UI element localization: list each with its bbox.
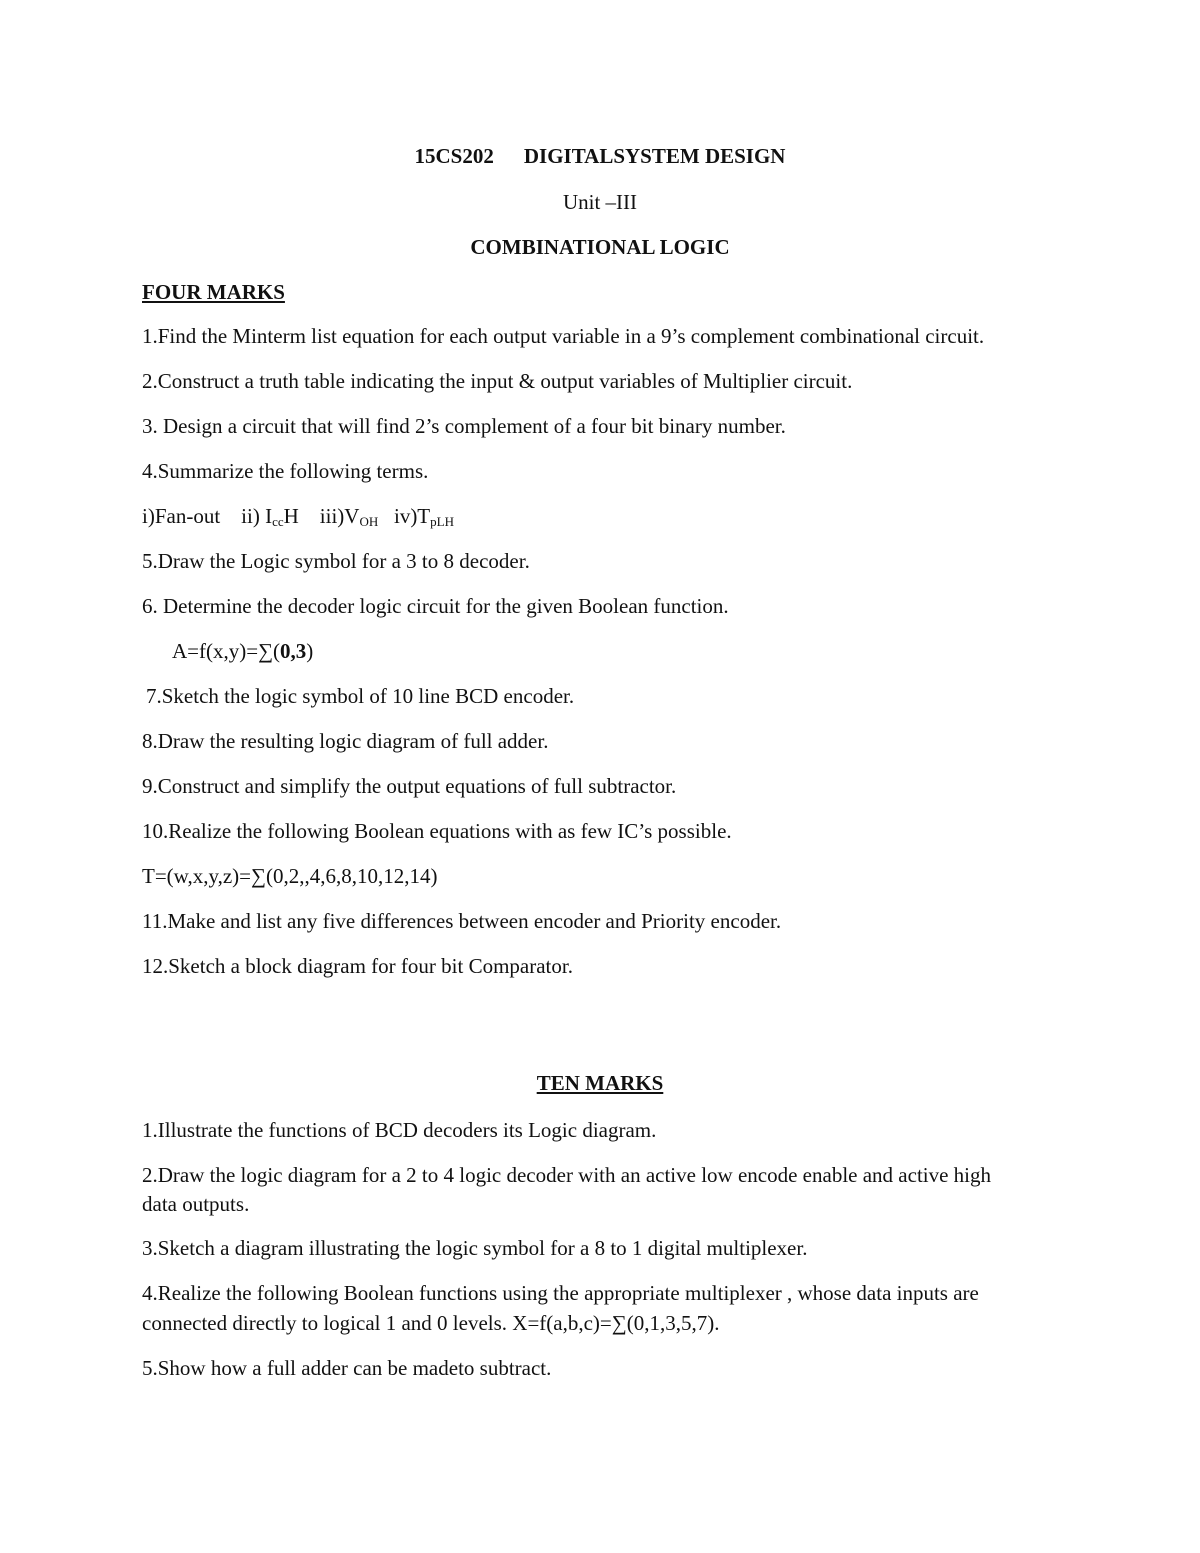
four-marks-q6: 6. Determine the decoder logic circuit for the given Boolean function. [142,594,729,618]
four-marks-q10: 10.Realize the following Boolean equations with as few IC’s possible. [142,819,732,843]
ten-marks-q5: 5.Show how a full adder can be madeto subtract. [142,1356,552,1380]
ten-marks-q4-line2: connected directly to logical 1 and 0 levels. X=f(a,b,c)=∑(0,1,3,5,7). [142,1311,720,1335]
four-marks-q6-equation: A=f(x,y)=∑(0,3) [172,639,314,663]
ten-marks-q2-line1: 2.Draw the logic diagram for a 2 to 4 logic decoder with an active low encode enable and active high [142,1163,992,1187]
four-marks-q2: 2.Construct a truth table indicating the input & output variables of Multiplier circuit. [142,369,853,393]
term-tplh: $iv)T_{pLH}$ [393,504,454,529]
four-marks-q9: 9.Construct and simplify the output equations of full subtractor. [142,774,677,798]
ten-marks-q2-line2: data outputs. [142,1192,250,1216]
unit-label: Unit –III [562,190,638,214]
four-marks-q4: 4.Summarize the following terms. [142,459,429,483]
four-marks-q11: 11.Make and list any five differences between encoder and Priority encoder. [142,909,782,933]
four-marks-q10-equation: T=(w,x,y,z)=∑(0,2,,4,6,8,10,12,14) [142,864,438,888]
course-title-line [0,146,1200,167]
four-marks-q8: 8.Draw the resulting logic diagram of full adder. [142,729,549,753]
ten-marks-heading: TEN MARKS [536,1071,664,1095]
ten-marks-q4-line1: 4.Realize the following Boolean functions using the appropriate multiplexer , whose data inputs are [142,1281,979,1305]
ten-marks-q1: 1.Illustrate the functions of BCD decoders its Logic diagram. [142,1118,657,1142]
term-fan-out: i)Fan-out [142,504,221,528]
four-marks-q5: 5.Draw the Logic symbol for a 3 to 8 decoder. [142,549,530,573]
four-marks-q3: 3. Design a circuit that will find 2’s complement of a four bit binary number. [142,414,786,438]
term-icch: ii) $I_{cc}H$ [241,504,299,529]
course-code: 15CS202 [414,144,494,168]
course-title: DIGITALSYSTEM DESIGN [523,144,786,168]
four-marks-q7: 7.Sketch the logic symbol of 10 line BCD encoder. [146,684,575,708]
term-voh: $iii)V_{OH}$ [319,504,379,529]
topic-title: COMBINATIONAL LOGIC [470,235,730,259]
four-marks-q1: 1.Find the Minterm list equation for each output variable in a 9’s complement combinational circuit. [142,324,985,348]
four-marks-heading: FOUR MARKS [142,280,285,304]
four-marks-q12: 12.Sketch a block diagram for four bit Comparator. [142,954,573,978]
ten-marks-q3: 3.Sketch a diagram illustrating the logic symbol for a 8 to 1 digital multiplexer. [142,1236,808,1260]
four-marks-q4-terms [142,506,454,527]
